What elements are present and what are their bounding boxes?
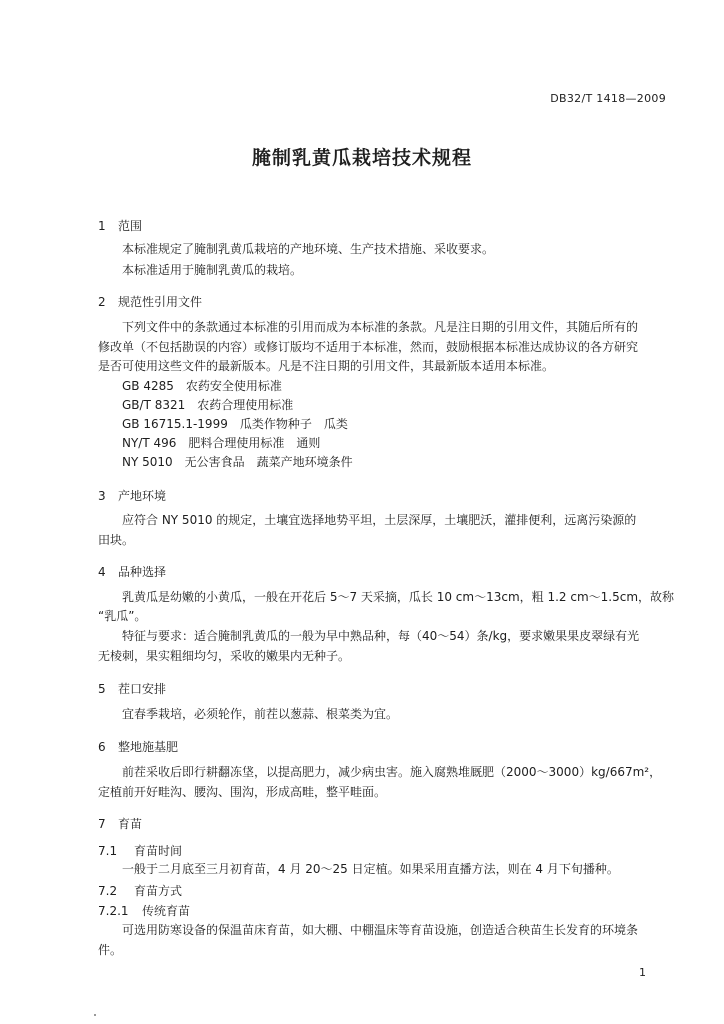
paragraph-line: 修改单（不包括勘误的内容）或修订版均不适用于本标准，然而，鼓励根据本标准达成协议的各方研究 [98,340,639,354]
section-number: 4 [98,565,106,579]
subsection-title: 育苗时间 [134,844,183,858]
section-title: 品种选择 [118,565,167,579]
reference-item: GB/T 8321 农药合理使用标准 [122,398,294,412]
scan-speck [94,1014,96,1016]
reference-item: NY/T 496 肥料合理使用标准 通则 [122,436,321,450]
section-title: 茬口安排 [118,682,167,696]
section-title: 整地施基肥 [118,740,179,754]
section-3-heading [98,487,166,504]
reference-item: GB 16715.1-1999 瓜类作物种子 瓜类 [122,417,348,431]
paragraph-line: 前茬采收后即行耕翻冻垡，以提高肥力，减少病虫害。施入腐熟堆厩肥（2000～3000）kg/667m²， [122,765,662,779]
reference-item: GB 4285 农药安全使用标准 [122,379,282,393]
section-4-heading [98,563,166,580]
subsection-7-2-1-heading [98,902,190,919]
section-7-heading [98,815,142,832]
paragraph-line: 宜春季栽培，必须轮作，前茬以葱蒜、根菜类为宜。 [122,707,399,721]
paragraph: 本标准规定了腌制乳黄瓜栽培的产地环境、生产技术措施、采收要求。 [122,242,495,256]
paragraph-line: 是否可使用这些文件的最新版本。凡是不注日期的引用文件，其最新版本适用本标准。 [98,359,555,373]
paragraph-line: 田块。 [98,533,135,547]
section-title: 范围 [118,219,143,233]
section-title: 产地环境 [118,489,167,503]
subsection-number: 7.2.1 [98,904,129,918]
section-number: 6 [98,740,106,754]
document-title: 腌制乳黄瓜栽培技术规程 [251,147,472,169]
paragraph-line: 一般于二月底至三月初育苗，4 月 20～25 日定植。如果采用直播方法，则在 4 月下旬播种。 [122,862,619,876]
paragraph-line: 件。 [98,943,123,957]
paragraph-line: 无棱刺，果实粗细均匀，采收的嫩果内无种子。 [98,649,351,663]
section-6-heading [98,738,178,755]
reference-item: NY 5010 无公害食品 蔬菜产地环境条件 [122,455,353,469]
subsection-number: 7.2 [98,884,118,898]
paragraph-line: 定植前开好畦沟、腰沟、围沟，形成高畦，整平畦面。 [98,785,387,799]
subsection-7-1-heading [98,842,182,859]
paragraph-line: 特征与要求：适合腌制乳黄瓜的一般为早中熟品种，每（40～54）条/kg，要求嫩果果皮翠绿有光 [122,629,640,643]
subsection-7-2-heading [98,882,182,899]
paragraph-line: 乳黄瓜是幼嫩的小黄瓜，一般在开花后 5～7 天采摘，瓜长 10 cm～13cm，粗 1.2 cm～1.5cm，故称 [122,590,675,604]
section-number: 1 [98,219,106,233]
section-number: 3 [98,489,106,503]
subsection-title: 育苗方式 [134,884,183,898]
section-title: 规范性引用文件 [118,295,203,309]
paragraph-line: 下列文件中的条款通过本标准的引用而成为本标准的条款。凡是注日期的引用文件，其随后所有的 [122,320,639,334]
section-1-heading [98,217,142,234]
section-number: 2 [98,295,106,309]
section-number: 5 [98,682,106,696]
section-title: 育苗 [118,817,143,831]
paragraph: 本标准适用于腌制乳黄瓜的栽培。 [122,263,303,277]
subsection-title: 传统育苗 [142,904,191,918]
subsection-number: 7.1 [98,844,118,858]
paragraph-line: “乳瓜”。 [98,609,147,623]
paragraph-line: 可选用防寒设备的保温苗床育苗，如大棚、中棚温床等育苗设施，创造适合秧苗生长发育的环境条 [122,923,639,937]
page-number: 1 [639,966,646,979]
paragraph-line: 应符合 NY 5010 的规定，土壤宜选择地势平坦，土层深厚，土壤肥沃，灌排便利，远离污染源的 [122,513,637,527]
section-2-heading [98,293,202,310]
standard-number: DB32/T 1418—2009 [550,92,666,105]
section-number: 7 [98,817,106,831]
section-5-heading [98,680,166,697]
